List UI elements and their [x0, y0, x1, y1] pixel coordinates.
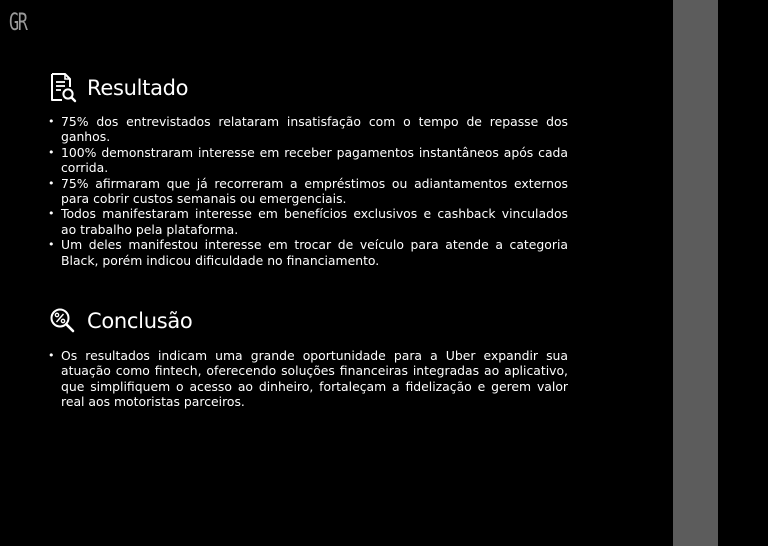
result-list	[48, 114, 568, 268]
section-header	[48, 70, 568, 106]
list-item: • 75% dos entrevistados relataram insatisfação com o tempo de repasse dos ganhos.	[48, 114, 568, 145]
list-item: • Todos manifestaram interesse em benefícios exclusivos e cashback vinculados ao trabalho pela plataforma.	[48, 206, 568, 237]
conclusion-list	[48, 348, 568, 410]
list-item: • 75% afirmaram que já recorreram a empréstimos ou adiantamentos externos para cobrir custos semanais ou emergenciais.	[48, 176, 568, 207]
list-item: • Um deles manifestou interesse em trocar de veículo para atende a categoria Black, porém indicou dificuldade no financiamento.	[48, 237, 568, 268]
list-item: • Os resultados indicam uma grande oportunidade para a Uber expandir sua atuação como fintech, oferecendo soluções financeiras integradas ao aplicativo, que simplifiquem o acesso ao dinheiro, fortaleçam a fidelização e gerem valor real aos motoristas parceiros.	[48, 348, 568, 410]
section-resultado	[48, 70, 568, 268]
section-conclusao	[48, 303, 568, 410]
logo: GR	[9, 8, 27, 36]
document-search-icon	[48, 72, 78, 104]
section-title: Conclusão	[87, 309, 193, 333]
percent-search-icon	[48, 305, 78, 337]
list-item: • 100% demonstraram interesse em receber pagamentos instantâneos após cada corrida.	[48, 145, 568, 176]
section-header	[48, 303, 568, 339]
section-title: Resultado	[87, 76, 189, 100]
side-bar	[673, 0, 718, 546]
